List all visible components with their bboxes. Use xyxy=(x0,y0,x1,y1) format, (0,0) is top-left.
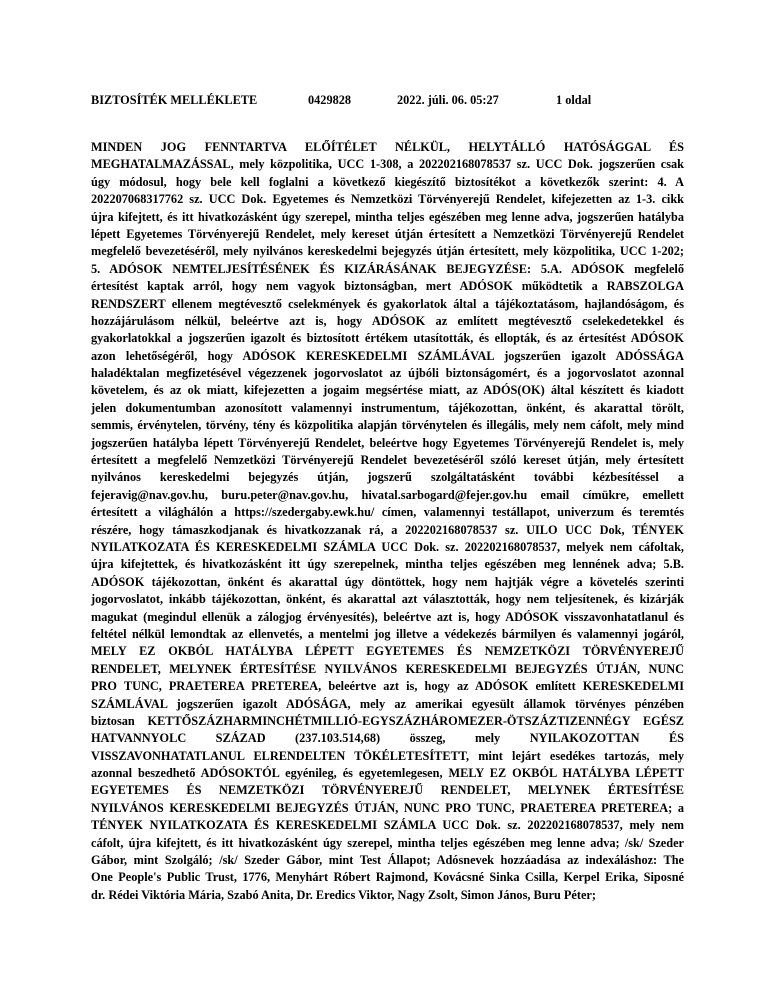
body-line: nyilvános kereskedelmi bejegyzés útján, jogszerű szolgáltatásként további kézbesítéssel a xyxy=(91,470,684,485)
body-line: biztosan KETTŐSZÁZHARMINCHÉTMILLIÓ-EGYSZÁZHÁROMEZER-ÖTSZÁZTIZENNÉGY EGÉSZ xyxy=(91,713,684,728)
body-line: gyakorlatokkal a jogszerűen igazolt és biztosított értékem utasították, és ellopták, és az értesítést ADÓSOK xyxy=(91,331,684,346)
body-line: azonnal beszedhető ADÓSOKTÓL egyénileg, és egyetemlegesen, MELY EZ OKBÓL HATÁLYBA LÉPETT xyxy=(91,766,684,781)
body-line: részére, hogy támaszkodjanak és hivatkozzanak rá, a 202202168078537 sz. UILO UCC Dok, TÉNYEK xyxy=(91,522,684,537)
body-line: újra kifejtett, és itt hivatkozásként úgy szerepel, mintha teljes egészében meg lenne adva, jogszerűen hatályba xyxy=(91,209,684,224)
body-line: újra kifejtettek, és hivatkozásként itt úgy szerepelnek, mintha teljes egészében meg lennének adva; 5.B. xyxy=(91,557,684,572)
header-title: BIZTOSÍTÉK MELLÉKLETE xyxy=(91,93,258,107)
body-line: cáfolt, újra kifejtett, és itt hivatkozásként úgy szerepel, mintha teljes egészében meg lenne adva; /sk/ Szeder xyxy=(91,835,684,850)
body-line: úgy módosul, hogy bele kell foglalni a következő kiegészítő biztosítékot a következők szerint: 4. A xyxy=(91,174,684,189)
body-line: jelen dokumentumban azonosított valamennyi instrumentum, tájékozottan, önként, és akarattal törölt, xyxy=(91,400,684,415)
body-line: dr. Rédei Viktória Mária, Szabó Anita, Dr. Eredics Viktor, Nagy Zsolt, Simon János, Buru Péter; xyxy=(91,887,596,902)
body-line: RENDSZERT ellenem megtévesztő cselekmények és gyakorlatok által a tájékoztatásom, hajlandóságom, és xyxy=(91,296,684,311)
body-line: fejeravig@nav.gov.hu, buru.peter@nav.gov.hu, hivatal.sarbogard@fejer.gov.hu email címükre, emellett xyxy=(91,487,684,502)
body-line: haladéktalan megfizetésével végezzenek jogorvoslatot az újbóli biztonságomért, és a jogorvoslatot azonnal xyxy=(91,366,684,381)
body-line: EGYETEMES ÉS NEMZETKÖZI TÖRVÉNYEREJŰ RENDELET, MELYNEK ÉRTESÍTÉSE xyxy=(91,783,684,798)
body-line: VISSZAVONHATATLANUL ELRENDELTEN TÖKÉLETESÍTETT, mint lejárt esedékes tartozás, mely xyxy=(91,748,684,763)
body-line: jogorvoslatot, inkább tájékozottan, önként, és akarattal azt választották, hogy nem teljesítenek, és kizárják xyxy=(91,592,684,607)
header-page-count: 1 oldal xyxy=(556,93,592,107)
body-line: 5. ADÓSOK NEMTELJESÍTÉSÉNEK ÉS KIZÁRÁSÁNAK BEJEGYZÉSE: 5.A. ADÓSOK megfelelő xyxy=(91,261,684,276)
body-line: követelem, és az ok miatt, kifejezetten a jogaim megsértése miatt, az ADÓS(OK) által készített és kiadott xyxy=(91,383,684,398)
body-line: PRO TUNC, PRAETEREA PRETEREA, beleértve azt is, hogy az ADÓSOK említett KERESKEDELMI xyxy=(91,679,684,694)
body-line: értesített a világhálón a https://szedergaby.ewk.hu/ címen, valamennyi testállapot, univerzum és teremtés xyxy=(91,505,684,520)
body-line: TÉNYEK NYILATKOZATA ÉS KERESKEDELMI SZÁMLA UCC Dok. sz. 202202168078537, mely nem xyxy=(91,818,684,833)
body-line: megfelelő bevezetéséről, mely nyilvános kereskedelmi bejegyzés útján értesített, mely közpolitika, UCC 1-202; xyxy=(91,244,684,259)
body-line: magukat (megindul ellenük a zálogjog érvényesítés), beleértve azt is, hogy ADÓSOK visszavonhatatlanul és xyxy=(91,609,684,624)
body-line: MEGHATALMAZÁSSAL, mely közpolitika, UCC 1-308, a 202202168078537 sz. UCC Dok. jogszerűen csak xyxy=(91,157,684,172)
body-line: RENDELET, MELYNEK ÉRTESÍTÉSE NYILVÁNOS KERESKEDELMI BEJEGYZÉS ÚTJÁN, NUNC xyxy=(91,661,684,676)
body-line: értesített a megfelelő Nemzetközi Törvényerejű Rendelet bevezetéséről szóló kereset útján, mely értesített xyxy=(91,453,684,468)
body-line: NYILATKOZATA ÉS KERESKEDELMI SZÁMLA UCC Dok. sz. 202202168078537, melyek nem cáfoltak, xyxy=(91,539,684,554)
body-line: semmis, érvénytelen, törvény, tény és közpolitika alapján törvénytelen és illegális, mely nem cáfolt, mely mind xyxy=(91,418,684,433)
body-line: ADÓSOK tájékozottan, önként és akarattal úgy döntöttek, hogy nem hajtják végre a követelés szerinti xyxy=(91,574,684,589)
body-line: Gábor, mint Szolgáló; /sk/ Szeder Gábor, mint Test Állapot; Adósnevek hozzáadása az indexáláshoz: The xyxy=(91,853,684,868)
body-paragraph xyxy=(91,139,684,904)
body-line: jogszerűen hatályba lépett Törvényerejű Rendelet, beleértve hogy Egyetemes Törvényerejű Rendelet is, mely xyxy=(91,435,684,450)
body-line: MINDEN JOG FENNTARTVA ELŐÍTÉLET NÉLKÜL, HELYTÁLLÓ HATÓSÁGGAL ÉS xyxy=(91,140,684,154)
body-line: HATVANNYOLC SZÁZAD (237.103.514,68) összeg, mely NYILAKOZOTTAN ÉS xyxy=(91,731,684,746)
body-line: One People's Public Trust, 1776, Menyhárt Róbert Rajmond, Kovácsné Sinka Csilla, Kerpel Erika, Siposné xyxy=(91,870,684,885)
body-line: 202207068317762 sz. UCC Dok. Egyetemes és Nemzetközi Törvényerejű Rendelet, kifejezetten az 1-3. cikk xyxy=(91,192,684,207)
body-line: hozzájárulásom nélkül, beleértve azt is, hogy ADÓSOK az említett megtévesztő cselekedetekkel és xyxy=(91,313,684,328)
header-date: 2022. júli. 06. 05:27 xyxy=(397,93,499,107)
body-line: értesítést kaptak arról, hogy nem vagyok biztonságban, mert ADÓSOK működtetik a RABSZOLGA xyxy=(91,279,684,294)
body-line: azon lehetőségéről, hogy ADÓSOK KERESKEDELMI SZÁMLÁVAL jogszerűen igazolt ADÓSSÁGA xyxy=(91,348,684,363)
body-line: lépett Egyetemes Törvényerejű Rendelet, mely kereset útján értesített a Nemzetközi Törvényerejű Rendelet xyxy=(91,226,684,241)
body-line: MELY EZ OKBÓL HATÁLYBA LÉPETT EGYETEMES ÉS NEMZETKÖZI TÖRVÉNYEREJŰ xyxy=(91,644,684,659)
body-line: SZÁMLÁVAL jogszerűen igazolt ADÓSÁGA, mely az amerikai egyesült államok törvényes pénzében xyxy=(91,696,684,711)
header-number: 0429828 xyxy=(308,93,352,107)
body-line: feltétel nélkül lemondtak az ellenvetés, a mentelmi jog illetve a védekezés bármilyen és valamennyi jogáról, xyxy=(91,626,684,641)
body-line: NYILVÁNOS KERESKEDELMI BEJEGYZÉS ÚTJÁN, NUNC PRO TUNC, PRAETEREA PRETEREA; a xyxy=(91,800,684,815)
document-header xyxy=(91,93,691,109)
